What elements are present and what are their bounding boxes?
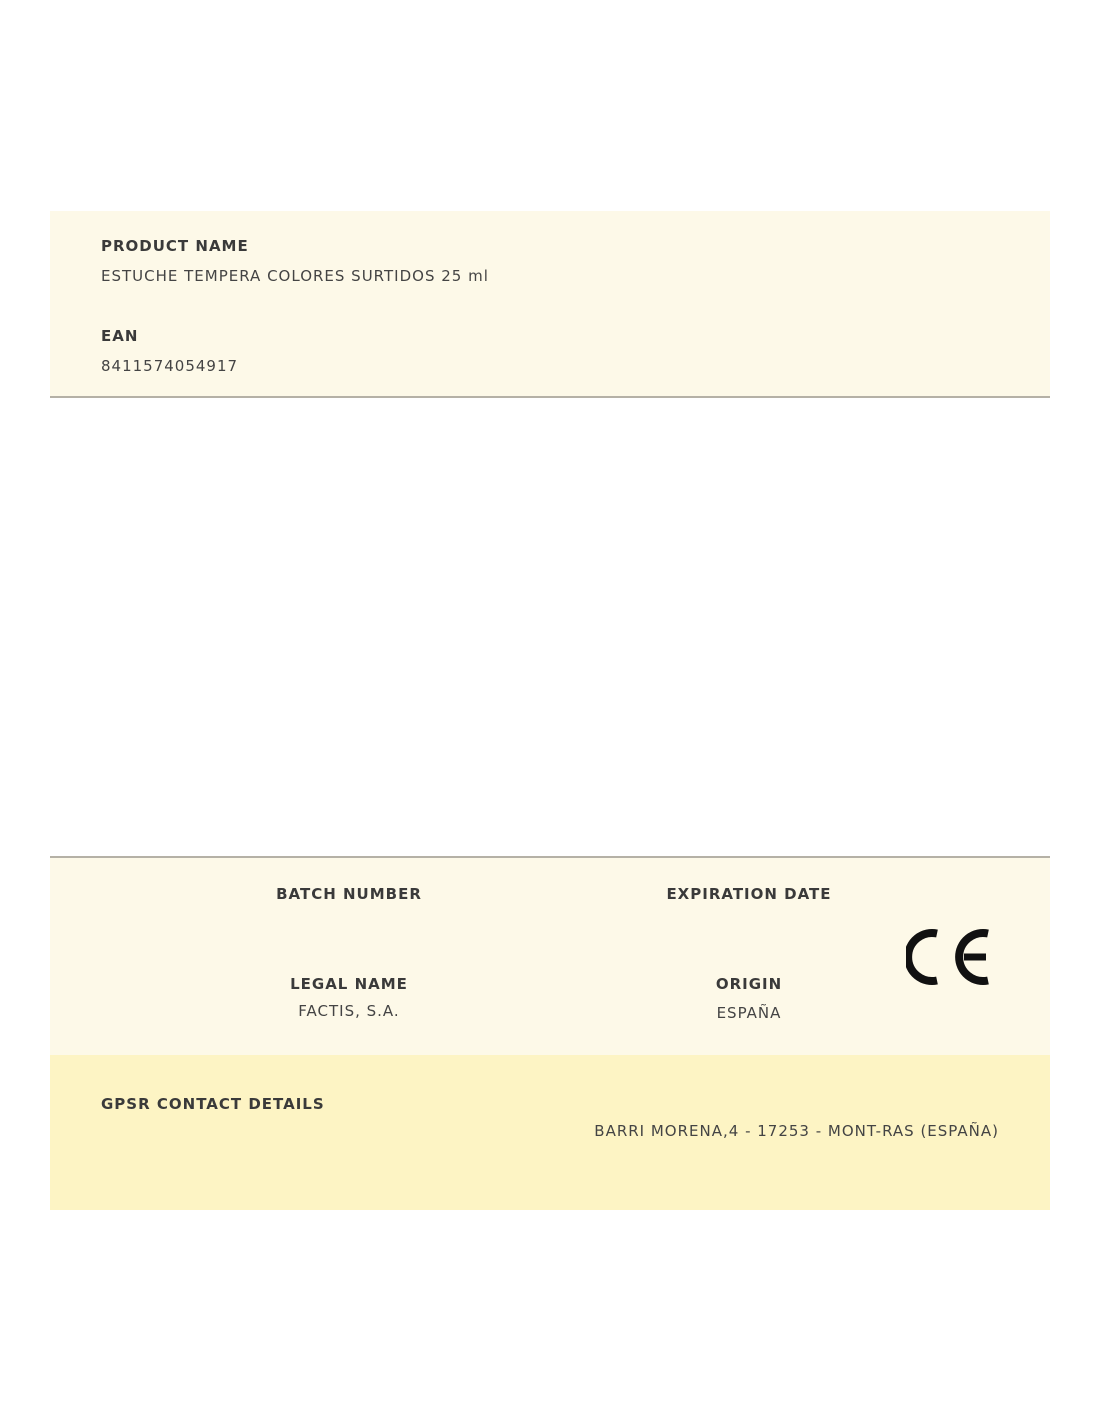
gpsr-panel <box>50 1055 1050 1210</box>
ean-label: EAN <box>101 327 139 345</box>
product-name-value: ESTUCHE TEMPERA COLORES SURTIDOS 25 ml <box>101 267 489 285</box>
legal-name-field <box>219 975 479 1020</box>
expiration-date-label: EXPIRATION DATE <box>666 885 832 903</box>
product-panel <box>50 211 1050 398</box>
gpsr-contact-label: GPSR CONTACT DETAILS <box>101 1095 325 1113</box>
origin-label: ORIGIN <box>715 975 783 993</box>
info-panel <box>50 856 1050 1057</box>
product-name-label: PRODUCT NAME <box>101 237 249 255</box>
legal-name-label: LEGAL NAME <box>290 975 408 993</box>
ce-mark-icon <box>906 926 992 988</box>
ean-value: 8411574054917 <box>101 357 239 375</box>
origin-field <box>619 975 879 1022</box>
gpsr-address: BARRI MORENA,4 - 17253 - MONT-RAS (ESPAÑA) <box>594 1122 999 1140</box>
expiration-date-field <box>619 885 879 903</box>
batch-number-field <box>219 885 479 903</box>
legal-name-value: FACTIS, S.A. <box>298 1002 400 1020</box>
origin-value: ESPAÑA <box>716 1004 782 1022</box>
batch-number-label: BATCH NUMBER <box>276 885 422 903</box>
